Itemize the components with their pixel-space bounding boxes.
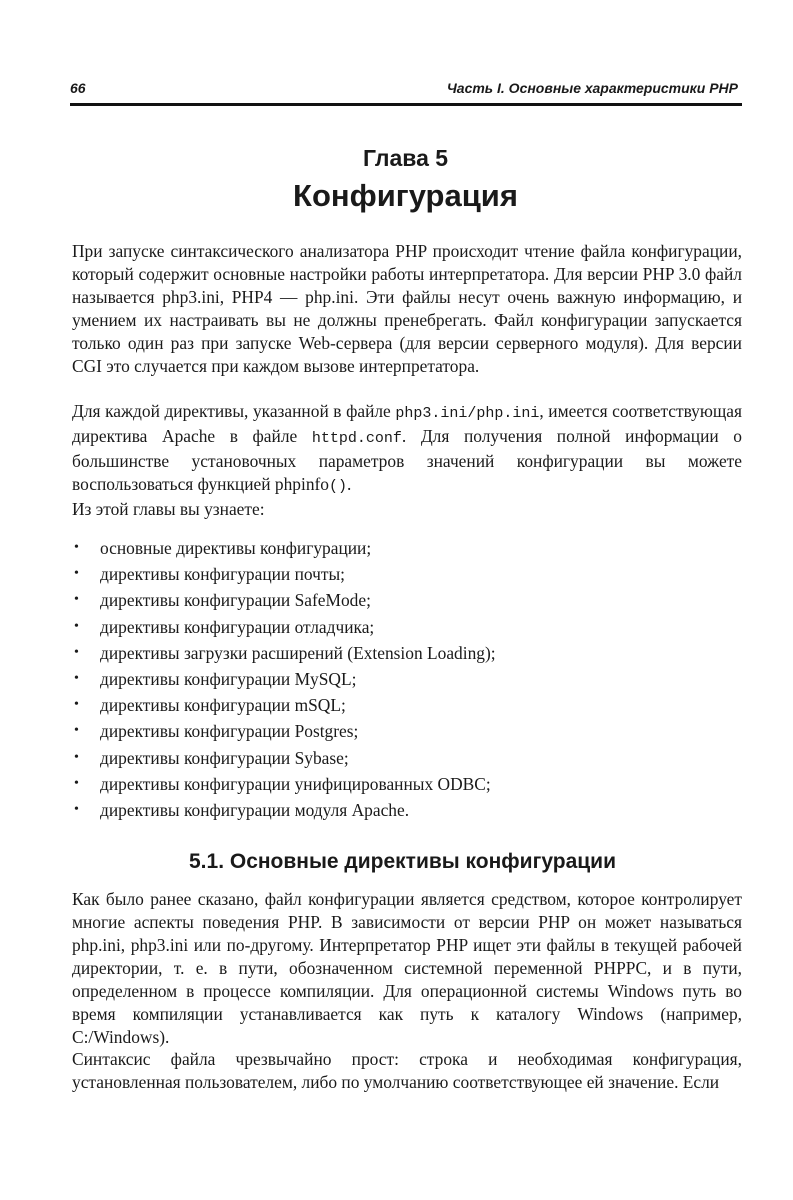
bullet-icon: • xyxy=(74,618,79,634)
bullet-icon: • xyxy=(74,801,79,817)
bullet-icon: • xyxy=(74,723,79,739)
chapter-title: Конфигурация xyxy=(293,178,518,213)
chapter-topics-list xyxy=(72,535,742,823)
page-number: 66 xyxy=(70,80,86,96)
header-rule xyxy=(70,103,742,106)
list-item: • директивы конфигурации mSQL; xyxy=(72,692,742,718)
intro-paragraph-3: Из этой главы вы узнаете: xyxy=(72,499,265,519)
bullet-icon: • xyxy=(74,775,79,791)
bullet-icon: • xyxy=(74,566,79,582)
page-header xyxy=(70,78,740,100)
list-item: • директивы конфигурации Postgres; xyxy=(72,718,742,744)
intro-paragraph-1: При запуске синтаксического анализатора PHP происходит чтение файла конфигурации, который содержит основные настройки работы интерпретатора. Для версии PHP 3.0 файл называется php3.ini, PHP4 — php.ini. Эти файлы несут очень важную информацию, и умением их настраивать вы не должны пренебрегать. Файл конфигурации запускается только один раз при запуске Web-сервера (для версии серверного модуля). Для версии CGI это случается при каждом вызове интерпретатора. xyxy=(72,241,742,376)
bullet-icon: • xyxy=(74,592,79,608)
bullet-icon: • xyxy=(74,749,79,765)
running-title: Часть I. Основные характеристики PHP xyxy=(446,80,738,96)
list-item: • директивы конфигурации модуля Apache. xyxy=(72,797,742,823)
bullet-icon: • xyxy=(74,540,79,555)
function-parens: () xyxy=(329,478,348,495)
bullet-icon: • xyxy=(74,670,79,686)
apache-config-filename: httpd.conf xyxy=(311,430,402,447)
bullet-icon: • xyxy=(74,644,79,660)
section-paragraph-1: Как было ранее сказано, файл конфигурации является средством, которое контролирует многие аспекты поведения PHP. В зависимости от версии PHP он может называться php.ini, php3.ini или по-другому. Интерпретатор PHP ищет эти файлы в текущей рабочей директории, т. е. в пути, обозначенном системной переменной PHPPC, и в пути, определенном в процессе компиляции. Для операционной системы Windows путь во время компиляции устанавливается как путь к каталогу Windows (например, C:/Windows). xyxy=(72,889,742,1047)
list-item: • основные директивы конфигурации; xyxy=(72,535,742,561)
list-item: • директивы конфигурации MySQL; xyxy=(72,666,742,692)
list-item: • директивы конфигурации отладчика; xyxy=(72,614,742,640)
intro-paragraph-2: Для каждой директивы, указанной в файле php3.ini/php.ini, имеется соответствующая директива Apache в файле httpd.conf. Для получения полной информации о большинстве установочных параметров значений конфигурации вы можете воспользоваться функцией phpinfo(). xyxy=(72,401,742,495)
list-item: • директивы конфигурации почты; xyxy=(72,561,742,587)
section-title: 5.1. Основные директивы конфигурации xyxy=(189,850,616,873)
section-paragraph-2: Синтаксис файла чрезвычайно прост: строка и необходимая конфигурация, установленная пользователем, либо по умолчанию соответствующее ей значение. Если xyxy=(72,1049,742,1092)
list-item: • директивы конфигурации SafeMode; xyxy=(72,587,742,613)
chapter-number: Глава 5 xyxy=(362,145,449,171)
bullet-icon: • xyxy=(74,697,79,713)
list-item: • директивы загрузки расширений (Extension Loading); xyxy=(72,640,742,666)
list-item: • директивы конфигурации унифицированных ODBC; xyxy=(72,771,742,797)
list-item: • директивы конфигурации Sybase; xyxy=(72,745,742,771)
config-filename: php3.ini/php.ini xyxy=(395,405,540,422)
